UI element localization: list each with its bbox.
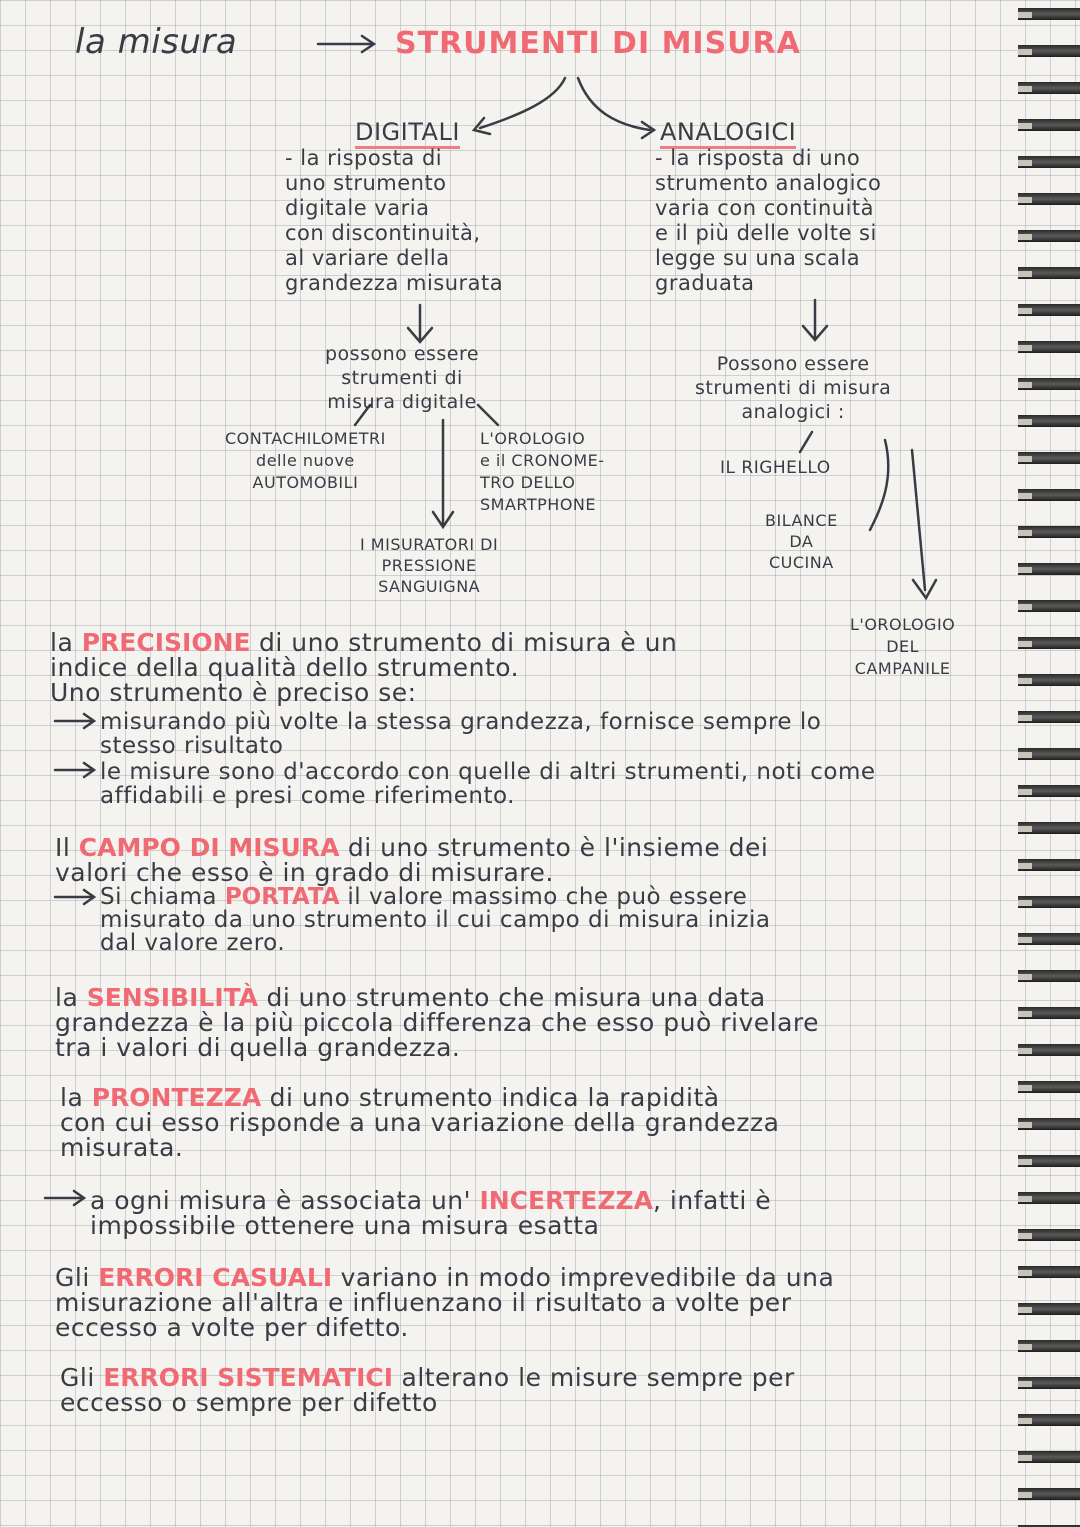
analog-intro: Possono essere strumenti di misura analogici :	[695, 353, 892, 423]
section-campo-di-misura: Il CAMPO DI MISURA di uno strumento è l'insieme dei valori che esso è in grado di misurare.	[55, 833, 769, 887]
digital-heading: DIGITALI	[355, 118, 460, 149]
keyword-campo-di-misura: CAMPO DI MISURA	[78, 833, 340, 862]
precisione-bullet-1: misurando più volte la stessa grandezza, fornisce sempre lo stesso risultato	[100, 709, 822, 759]
digital-example-pressure: I MISURATORI DI PRESSIONE SANGUIGNA	[360, 535, 499, 596]
analog-example-bell-tower-clock: L'OROLOGIO DEL CAMPANILE	[850, 615, 956, 678]
analog-description: - la risposta di uno strumento analogico varia con continuità e il più delle volte si legge su una scala graduata	[655, 146, 882, 295]
spiral-binding	[1018, 0, 1080, 1527]
digital-example-odometer: CONTACHILOMETRI delle nuove AUTOMOBILI	[225, 429, 386, 492]
title-left: la misura	[75, 22, 238, 62]
analog-example-ruler: IL RIGHELLO	[720, 458, 831, 478]
section-incertezza: a ogni misura è associata un' INCERTEZZA, infatti è impossibile ottenere una misura esatta	[90, 1186, 772, 1240]
keyword-portata: PORTATA	[224, 884, 340, 910]
digital-example-clock: L'OROLOGIO e il CRONOME- TRO DELLO SMARTPHONE	[480, 429, 605, 514]
keyword-errori-casuali: ERRORI CASUALI	[98, 1263, 333, 1292]
analog-heading: ANALOGICI	[660, 118, 796, 149]
section-errori-casuali: Gli ERRORI CASUALI variano in modo imprevedibile da una misurazione all'altra e influenzano il risultato a volte per eccesso a volte per difetto.	[55, 1263, 835, 1342]
section-errori-sistematici: Gli ERRORI SISTEMATICI alterano le misure sempre per eccesso o sempre per difetto	[60, 1363, 795, 1417]
keyword-sensibilita: SENSIBILITÀ	[86, 983, 259, 1012]
analog-example-scale: BILANCE DA CUCINA	[765, 511, 838, 572]
digital-intro: possono essere strumenti di misura digitale	[325, 343, 480, 413]
keyword-precisione: PRECISIONE	[81, 628, 251, 657]
section-prontezza: la PRONTEZZA di uno strumento indica la rapidità con cui esso risponde a una variazione della grandezza misurata.	[60, 1083, 780, 1162]
section-precisione: la PRECISIONE di uno strumento di misura è un indice della qualità dello strumento. Uno strumento è preciso se:	[50, 628, 678, 707]
keyword-incertezza: INCERTEZZA	[479, 1186, 653, 1215]
precisione-bullet-2: le misure sono d'accordo con quelle di altri strumenti, noti come affidabili e presi come riferimento.	[100, 759, 876, 809]
section-sensibilita: la SENSIBILITÀ di uno strumento che misura una data grandezza è la più piccola differenza che esso può rivelare tra i valori di quella grandezza.	[55, 983, 819, 1062]
campo-bullet-portata: Si chiama PORTATA il valore massimo che può essere misurato da uno strumento il cui campo di misura inizia dal valore zero.	[100, 884, 771, 956]
digital-description: - la risposta di uno strumento digitale varia con discontinuità, al variare della grandezza misurata	[285, 146, 504, 295]
title-right: STRUMENTI DI MISURA	[395, 26, 801, 61]
keyword-prontezza: PRONTEZZA	[91, 1083, 262, 1112]
keyword-errori-sistematici: ERRORI SISTEMATICI	[103, 1363, 394, 1392]
